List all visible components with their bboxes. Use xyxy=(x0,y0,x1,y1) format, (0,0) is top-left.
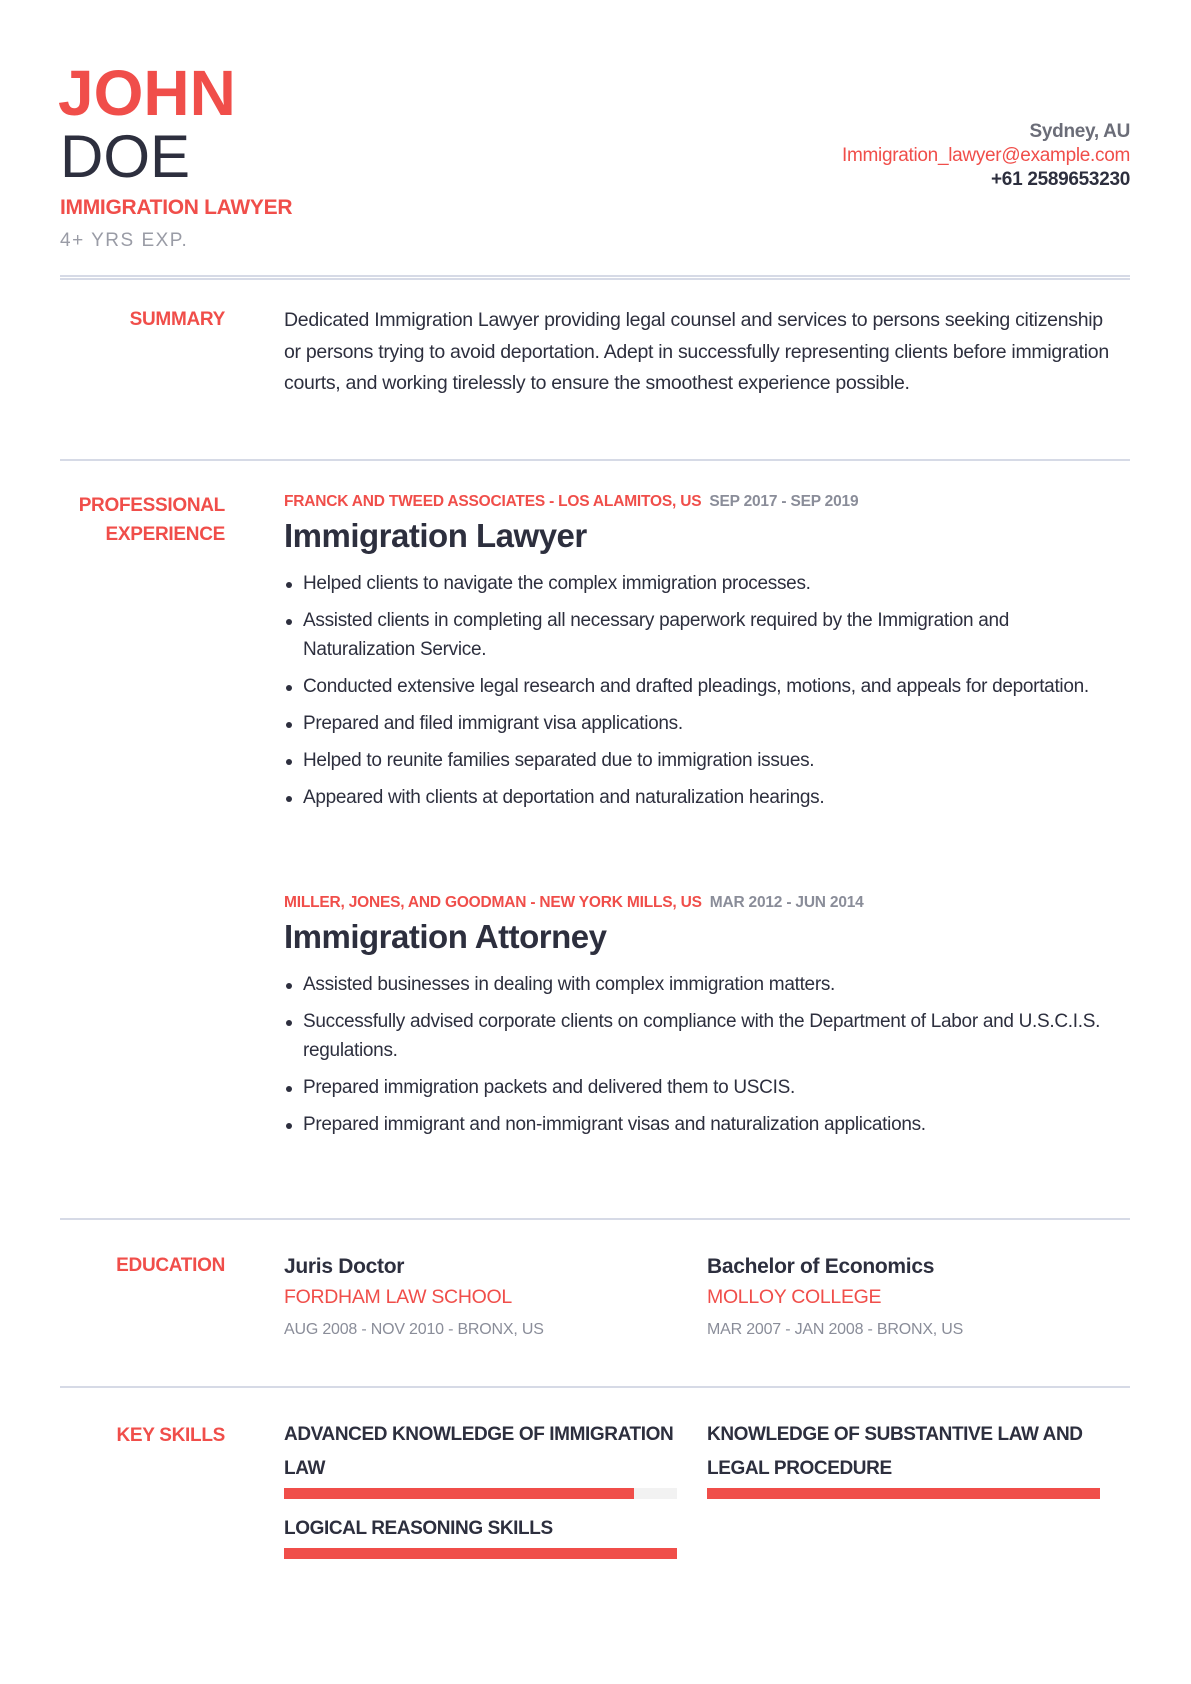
bullet: Appeared with clients at deportation and naturalization hearings. xyxy=(284,783,1114,812)
degree: Juris Doctor xyxy=(284,1255,405,1278)
school: FORDHAM LAW SCHOOL xyxy=(284,1286,512,1308)
bullet: Assisted businesses in dealing with complex immigration matters. xyxy=(284,970,1114,999)
skill-name: ADVANCED KNOWLEDGE OF IMMIGRATION LAW xyxy=(284,1424,674,1479)
bullet: Prepared and filed immigrant visa applications. xyxy=(284,709,1114,738)
education-item xyxy=(284,1251,684,1346)
experience-label-line: PROFESSIONAL xyxy=(78,495,225,516)
school: MOLLOY COLLEGE xyxy=(707,1286,882,1308)
skill-name: LOGICAL REASONING SKILLS xyxy=(284,1518,553,1539)
bullet: Helped clients to navigate the complex immigration processes. xyxy=(284,569,1114,598)
skill-item xyxy=(284,1512,677,1559)
bullet: Helped to reunite families separated due to immigration issues. xyxy=(284,746,1114,775)
email-link[interactable]: Immigration_lawyer@example.com xyxy=(842,145,1130,166)
job-bullets xyxy=(284,569,1114,812)
skill-bar-fill xyxy=(284,1488,634,1499)
education-label: EDUCATION xyxy=(116,1255,225,1276)
skill-item xyxy=(707,1418,1100,1499)
company-name: FRANCK AND TWEED ASSOCIATES - LOS ALAMITOS, US xyxy=(284,493,702,510)
skills-label: KEY SKILLS xyxy=(116,1425,225,1446)
job-dates: MAR 2012 - JUN 2014 xyxy=(709,894,864,911)
job-bullets xyxy=(284,970,1114,1139)
last-name: DOE xyxy=(60,123,191,190)
bullet: Conducted extensive legal research and drafted pleadings, motions, and appeals for deportation. xyxy=(284,672,1114,701)
job-entry xyxy=(284,493,1114,820)
first-name: JOHN xyxy=(58,57,236,129)
education-details: AUG 2008 - NOV 2010 - BRONX, US xyxy=(284,1321,544,1338)
skill-name: KNOWLEDGE OF SUBSTANTIVE LAW AND LEGAL PROCEDURE xyxy=(707,1424,1083,1479)
skill-bar xyxy=(707,1488,1100,1499)
job-title: Immigration Lawyer xyxy=(284,517,587,554)
divider xyxy=(60,1218,1130,1220)
job-dates: SEP 2017 - SEP 2019 xyxy=(709,493,859,510)
job-company xyxy=(284,493,1114,511)
bullet: Prepared immigrant and non-immigrant visas and naturalization applications. xyxy=(284,1110,1114,1139)
experience-label xyxy=(0,491,225,549)
divider xyxy=(60,1386,1130,1388)
job-role: IMMIGRATION LAWYER xyxy=(60,196,293,219)
header-divider xyxy=(60,275,1130,280)
education-item xyxy=(707,1251,1107,1346)
job-title: Immigration Attorney xyxy=(284,918,607,955)
bullet: Prepared immigration packets and delivered them to USCIS. xyxy=(284,1073,1114,1102)
bullet: Successfully advised corporate clients on compliance with the Department of Labor and U.S.C.I.S. regulations. xyxy=(284,1007,1114,1065)
job-entry xyxy=(284,894,1114,1147)
skill-bar xyxy=(284,1548,677,1559)
degree: Bachelor of Economics xyxy=(707,1255,935,1278)
summary-text: Dedicated Immigration Lawyer providing legal counsel and services to persons seeking citizenship or persons trying to avoid deportation. Adept in successfully representing clients before immigration courts, and working tirelessly to ensure the smoothest experience possible. xyxy=(284,309,1109,395)
education-details: MAR 2007 - JAN 2008 - BRONX, US xyxy=(707,1321,964,1338)
skill-bar xyxy=(284,1488,677,1499)
skill-bar-fill xyxy=(707,1488,1100,1499)
experience-label-line: EXPERIENCE xyxy=(105,524,225,545)
divider xyxy=(60,459,1130,461)
years-experience: 4+ YRS EXP. xyxy=(60,230,189,251)
bullet: Assisted clients in completing all necessary paperwork required by the Immigration and Naturalization Service. xyxy=(284,606,1114,664)
job-company xyxy=(284,894,1114,912)
skill-bar-fill xyxy=(284,1548,677,1559)
phone: +61 2589653230 xyxy=(991,169,1130,190)
skill-item xyxy=(284,1418,677,1499)
summary-label: SUMMARY xyxy=(129,309,225,330)
company-name: MILLER, JONES, AND GOODMAN - NEW YORK MILLS, US xyxy=(284,894,702,911)
contact-block xyxy=(842,120,1130,192)
location: Sydney, AU xyxy=(1029,121,1130,142)
